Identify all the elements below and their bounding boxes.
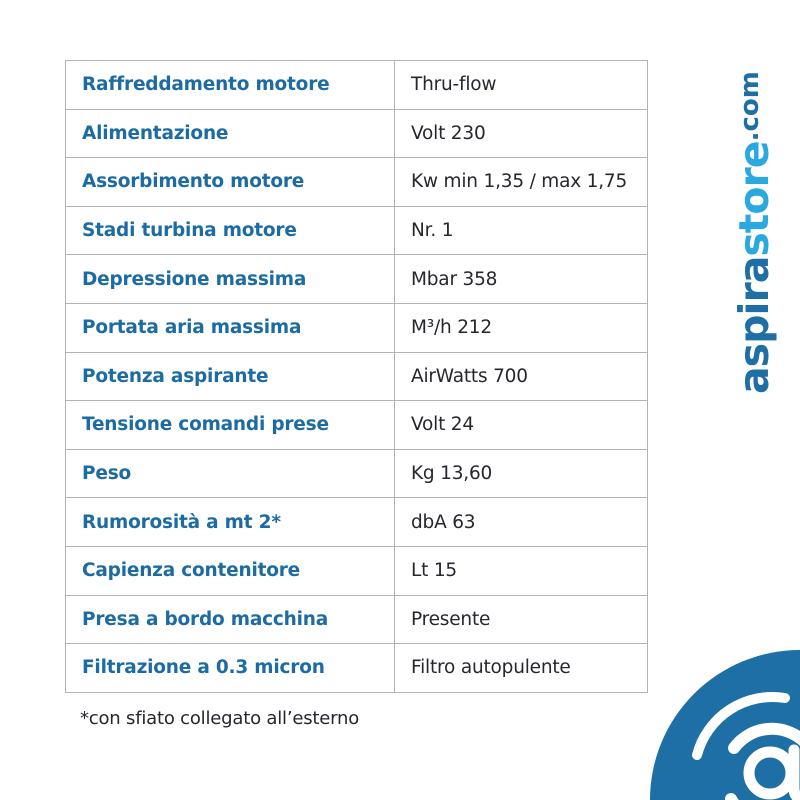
spec-label: Raffreddamento motore [66, 61, 395, 110]
spec-value: Volt 230 [395, 109, 648, 158]
spec-label: Portata aria massima [66, 303, 395, 352]
spec-label: Filtrazione a 0.3 micron [66, 644, 395, 693]
spec-row [66, 595, 648, 644]
spec-value: Presente [395, 595, 648, 644]
spec-label: Potenza aspirante [66, 352, 395, 401]
spec-row [66, 61, 648, 110]
spec-value: Nr. 1 [395, 206, 648, 255]
spec-row [66, 255, 648, 304]
spec-row [66, 158, 648, 207]
spec-row [66, 303, 648, 352]
brand-wordmark [730, 14, 778, 394]
spec-row [66, 109, 648, 158]
spec-row [66, 401, 648, 450]
spec-value: Volt 24 [395, 401, 648, 450]
spec-label: Peso [66, 449, 395, 498]
spec-value: Filtro autopulente [395, 644, 648, 693]
spec-label: Alimentazione [66, 109, 395, 158]
brand-wordmark-tld: .com [735, 71, 765, 142]
spec-value: Kw min 1,35 / max 1,75 [395, 158, 648, 207]
brand-wordmark-aspira: aspira [730, 256, 778, 394]
spec-row [66, 498, 648, 547]
spec-label: Presa a bordo macchina [66, 595, 395, 644]
spec-row [66, 206, 648, 255]
spec-label: Rumorosità a mt 2* [66, 498, 395, 547]
spec-label: Assorbimento motore [66, 158, 395, 207]
spec-row [66, 644, 648, 693]
spec-value: M³/h 212 [395, 303, 648, 352]
spec-value: Mbar 358 [395, 255, 648, 304]
spec-row [66, 352, 648, 401]
spec-table [65, 60, 648, 693]
spec-table-body [66, 61, 648, 693]
spec-row [66, 449, 648, 498]
aspirastore-spiral-logo-icon [650, 640, 800, 800]
spec-label: Stadi turbina motore [66, 206, 395, 255]
spec-value: Kg 13,60 [395, 449, 648, 498]
spec-value: dbA 63 [395, 498, 648, 547]
spec-label: Capienza contenitore [66, 546, 395, 595]
spec-value: Lt 15 [395, 546, 648, 595]
spec-label: Tensione comandi prese [66, 401, 395, 450]
spec-label: Depressione massima [66, 255, 395, 304]
spec-value: Thru-flow [395, 61, 648, 110]
spec-row [66, 546, 648, 595]
spec-value: AirWatts 700 [395, 352, 648, 401]
footnote: *con sfiato collegato all’esterno [80, 708, 360, 729]
brand-wordmark-store: store [730, 141, 778, 257]
logo-a-stem [794, 750, 800, 799]
